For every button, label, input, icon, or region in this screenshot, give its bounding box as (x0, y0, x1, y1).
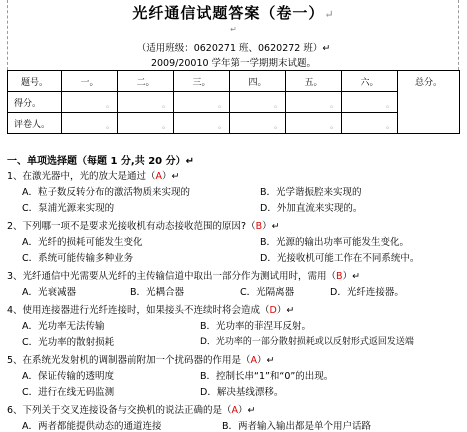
answer-letter: A (155, 171, 163, 182)
answer-letter: D (269, 305, 277, 316)
option-a: A．光功率无法传输 (22, 321, 105, 332)
option-c: C．泵浦光源来实现的 (22, 203, 115, 214)
answer-letter: A (250, 355, 258, 366)
question-tail: ）↵ (342, 271, 361, 282)
question-stem: 1、在激光器中，光的放大是通过（ (7, 171, 156, 182)
score-cell: 。 (174, 92, 230, 113)
blank-line (0, 24, 467, 35)
grader-row (8, 113, 460, 134)
score-row (8, 92, 460, 113)
option-c: C．进行在线无码监测 (22, 387, 115, 398)
question-1 (7, 168, 180, 182)
score-cell: 。 (230, 92, 286, 113)
grader-cell: 。 (174, 113, 230, 134)
document-title (0, 2, 467, 23)
paragraph-mark: ↵ (324, 8, 335, 21)
header-cell: 一。 (62, 71, 118, 92)
grader-cell: 。 (342, 113, 398, 134)
question-3 (7, 268, 360, 282)
option-a: A．保证传输的透明度 (22, 371, 114, 382)
total-score-label: 总分。 (414, 78, 442, 88)
score-cell: 。 (118, 92, 174, 113)
header-cell: 二。 (118, 71, 174, 92)
option-d: D．光纤连接器。 (330, 287, 404, 298)
score-cell: 。 (286, 92, 342, 113)
score-cell: 。 (62, 92, 118, 113)
option-c: C．光功率的散射损耗 (22, 337, 115, 348)
question-tail: ）↵ (162, 171, 180, 182)
option-a: A．光衰减器 (22, 287, 76, 298)
question-tail: ）↵ (262, 221, 280, 232)
row-label: 评卷人。 (8, 113, 62, 134)
option-d: D．外加直流来实现的。 (260, 203, 363, 214)
title-text: 光纤通信试题答案（卷一） (132, 4, 325, 22)
question-stem: 3、光纤通信中光需要从光纤的主传输信道中取出一部分作为测试用时，需用（ (7, 271, 337, 282)
question-4 (7, 302, 294, 316)
row-label: 得分。 (8, 92, 62, 113)
option-c: C．系统可能传输多种业务 (22, 253, 134, 264)
option-d: D．光功率的一部分散射损耗或以反射形式返回发送端 (200, 337, 414, 347)
score-table-header-row (8, 71, 460, 92)
question-stem: 5、在系统光发射机的调制器前附加一个扰码器的作用是（ (7, 355, 251, 366)
option-a: A．两者都能提供动态的通道连接 (22, 421, 162, 432)
grader-cell: 。 (230, 113, 286, 134)
question-2 (7, 218, 280, 232)
option-b: B．控制长串“1”和“0”的出现。 (200, 371, 334, 382)
term-line: 2009/20010 学年第一学期期末试题。 (150, 58, 317, 69)
question-tail: ）↵ (276, 305, 295, 316)
answer-letter: A (231, 405, 239, 416)
option-a: A．光纤的损耗可能发生变化 (22, 237, 143, 248)
paragraph-mark: ↵ (230, 25, 237, 34)
header-cell: 五。 (286, 71, 342, 92)
option-b: B．光功率的菲涅耳反射。 (200, 321, 312, 332)
answer-letter: B (336, 271, 343, 282)
header-cell: 三。 (174, 71, 230, 92)
question-stem: 2、下列哪一项不是要求光接收机有动态接收范围的原因?（ (7, 221, 256, 232)
score-cell: 。 (342, 92, 398, 113)
option-a: A．粒子数反转分布的激活物质来实现的 (22, 187, 190, 198)
question-tail: ）↵ (238, 405, 256, 416)
grader-cell: 。 (286, 113, 342, 134)
question-6 (7, 402, 256, 416)
question-5 (7, 352, 275, 366)
applicable-classes: （适用班级：0620271 班、0620272 班）↵ (136, 43, 331, 54)
option-b: B．两者输入输出都是单个用户话路 (222, 421, 372, 432)
question-stem: 6、下列关于交叉连接设备与交换机的说法正确的是（ (7, 405, 232, 416)
grader-cell: 。 (62, 113, 118, 134)
option-c: C．光隔离器 (240, 287, 295, 298)
header-cell: 六。 (342, 71, 398, 92)
option-d: D．解决基线漂移。 (200, 387, 284, 398)
header-cell: 四。 (230, 71, 286, 92)
question-stem: 4、使用连接器进行光纤连接时，如果接头不连续时将会造成（ (7, 305, 270, 316)
option-b: B．光学谐振腔来实现的 (260, 187, 362, 198)
answer-letter: B (255, 221, 263, 232)
section-heading: 一、单项选择题（每题 1 分,共 20 分）↵ (7, 156, 194, 167)
score-table (7, 70, 460, 134)
header-cell (398, 71, 460, 134)
option-d: D．光接收机可能工作在不同系统中。 (260, 253, 420, 264)
question-tail: ）↵ (257, 355, 275, 366)
option-b: B．光源的输出功率可能发生变化。 (260, 237, 410, 248)
grader-cell: 。 (118, 113, 174, 134)
option-b: B．光耦合器 (130, 287, 185, 298)
header-cell: 题号。 (8, 71, 62, 92)
